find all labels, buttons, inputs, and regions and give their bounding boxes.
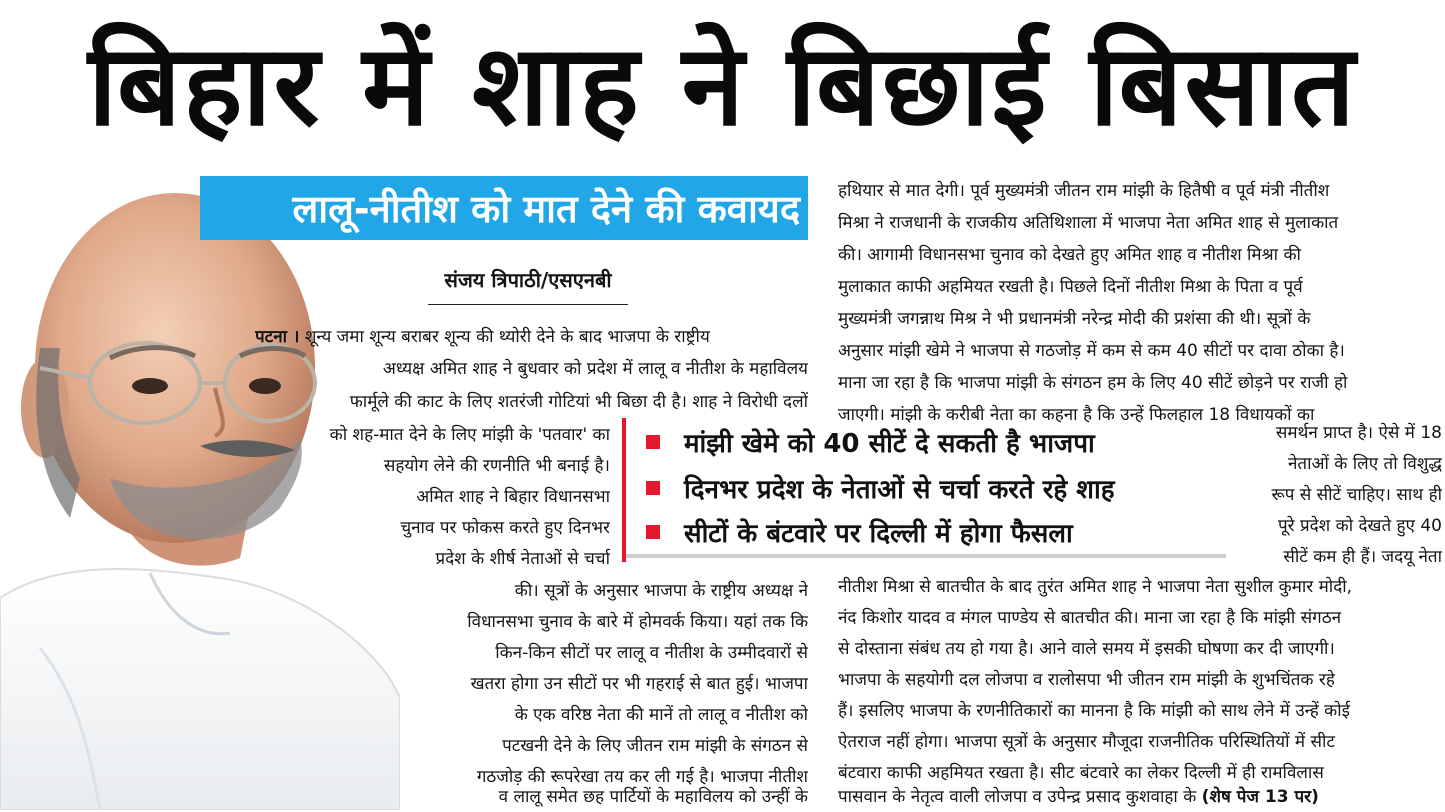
article-line: नीतीश मिश्रा से बातचीत के बाद तुरंत अमित शाह ने भाजपा नेता सुशील कुमार मोदी, — [838, 577, 1353, 597]
square-bullet-icon — [646, 435, 660, 449]
article-line: की। आगामी विधानसभा चुनाव को देखते हुए अमित शाह व नीतीश मिश्रा की — [838, 245, 1301, 265]
article-line: मुलाकात काफी अहमियत रखती है। पिछले दिनों नीतीश मिश्रा के पिता व पूर्व — [838, 277, 1303, 297]
article-line: मुख्यमंत्री जगन्नाथ मिश्र ने भी प्रधानमंत्री नरेन्द्र मोदी की प्रशंसा की थी। सूत्रों के — [838, 309, 1311, 329]
continued-on-page: (शेष पेज 13 पर) — [1201, 787, 1319, 807]
article-line: फार्मूले की काट के लिए शतरंजी गोटियां भी बिछा दी है। शाह ने विरोधी दलों — [349, 392, 808, 412]
article-line: समर्थन प्राप्त है। ऐसे में 18 — [1275, 423, 1442, 443]
article-line: मिश्रा ने राजधानी के राजकीय अतिथिशाला में भाजपा नेता अमित शाह से मुलाकात — [838, 213, 1339, 233]
highlight-text: सीटों के बंटवारे पर दिल्ली में होगा फैसला — [684, 519, 1073, 549]
subhead: लालू-नीतीश को मात देने की कवायद — [292, 187, 800, 231]
article-line: के एक वरिष्ठ नेता की मानें तो लालू व नीतीश को — [514, 705, 808, 725]
byline-divider — [428, 304, 628, 305]
article-line: पूरे प्रदेश को देखते हुए 40 — [1277, 516, 1442, 536]
article-line: अमित शाह ने बिहार विधानसभा — [416, 487, 610, 507]
article-line: ऐतराज नहीं होगा। भाजपा सूत्रों के अनुसार मौजूदा राजनीतिक परिस्थितियों में सीट — [838, 732, 1335, 752]
highlights-accent-bar — [622, 418, 626, 562]
article-line: बंटवारा काफी अहमियत रखता है। सीट बंटवारे का लेकर दिल्ली में ही रामविलास — [838, 763, 1324, 783]
highlight-text: मांझी खेमे को 40 सीटें दे सकती है भाजपा — [684, 429, 1095, 459]
article-line-text: पासवान के नेतृत्व वाली लोजपा व उपेन्द्र प्रसाद कुशवाहा के — [838, 787, 1197, 807]
article-line: हथियार से मात देगी। पूर्व मुख्यमंत्री जीतन राम मांझी के हितैषी व पूर्व मंत्री नीतीश — [838, 181, 1330, 201]
highlight-item — [646, 422, 1226, 462]
article-line: सहयोग लेने की रणनीति भी बनाई है। — [383, 456, 610, 476]
article-line: माना जा रहा है कि भाजपा मांझी के संगठन हम के लिए 40 सीटें छोड़ने पर राजी हो — [838, 373, 1348, 393]
article-line: नंद किशोर यादव व मंगल पाण्डेय से बातचीत की। माना जा रहा है कि मांझी संगठन — [838, 608, 1342, 628]
highlight-item — [646, 512, 1226, 552]
highlight-text: दिनभर प्रदेश के नेताओं से चर्चा करते रहे शाह — [684, 475, 1115, 505]
article-line: सीटें कम ही हैं। जदयू नेता — [1283, 547, 1442, 567]
article-line: हैं। इसलिए भाजपा के रणनीतिकारों का मानना है कि मांझी को साथ लेने में उन्हें कोई — [838, 701, 1350, 721]
article-line: जाएगी। मांझी के करीबी नेता का कहना है कि उन्हें फिलहाल 18 विधायकों का — [838, 405, 1315, 425]
article-line: व लालू समेत छह पार्टियों के महाविलय को उन्हीं के — [498, 787, 808, 807]
article-line: किन-किन सीटों पर लालू व नीतीश के उम्मीदवारों से — [495, 643, 808, 663]
article-line — [838, 782, 1438, 812]
square-bullet-icon — [646, 525, 660, 539]
square-bullet-icon — [646, 481, 660, 495]
article-line: खतरा होगा उन सीटों पर भी गहराई से बात हुई। भाजपा — [470, 674, 808, 694]
highlight-item — [646, 468, 1226, 508]
article-line: अध्यक्ष अमित शाह ने बुधवार को प्रदेश में लालू व नीतीश के महाविलय — [382, 359, 808, 379]
article-line: पटखनी देने के लिए जीतन राम मांझी के संगठन से — [502, 736, 808, 756]
article-line: भाजपा के सहयोगी दल लोजपा व रालोसपा भी जीतन राम मांझी के शुभचिंतक रहे — [838, 670, 1335, 690]
highlights-bottom-rule — [626, 554, 1226, 558]
article-line: को शह-मात देने के लिए मांझी के 'पतवार' का — [329, 425, 610, 445]
article-line: विधानसभा चुनाव के बारे में होमवर्क किया। यहां तक कि — [467, 612, 808, 632]
article-line: चुनाव पर फोकस करते हुए दिनभर — [400, 518, 610, 538]
article-line: की। सूत्रों के अनुसार भाजपा के राष्ट्रीय अध्यक्ष ने — [514, 581, 808, 601]
article-line-text: शून्य जमा शून्य बराबर शून्य की थ्योरी देने के बाद भाजपा के राष्ट्रीय — [304, 327, 710, 347]
article-line — [255, 322, 807, 352]
article-line: प्रदेश के शीर्ष नेताओं से चर्चा — [435, 549, 610, 569]
article-line: गठजोड़ की रूपरेखा तय कर ली गई है। भाजपा नीतीश — [476, 767, 808, 787]
dateline: पटना । — [255, 327, 300, 347]
article-line: अनुसार मांझी खेमे ने भाजपा से गठजोड़ में कम से कम 40 सीटों पर दावा ठोका है। — [838, 341, 1345, 361]
headline: बिहार में शाह ने बिछाई बिसात — [88, 20, 1357, 151]
byline: संजय त्रिपाठी/एसएनबी — [444, 268, 612, 292]
article-line: से दोस्ताना संबंध तय हो गया है। आने वाले समय में इसकी घोषणा कर दी जाएगी। — [838, 639, 1335, 659]
article-line: नेताओं के लिए तो विशुद्ध — [1288, 454, 1442, 474]
article-line: रूप से सीटें चाहिए। साथ ही — [1271, 485, 1442, 505]
